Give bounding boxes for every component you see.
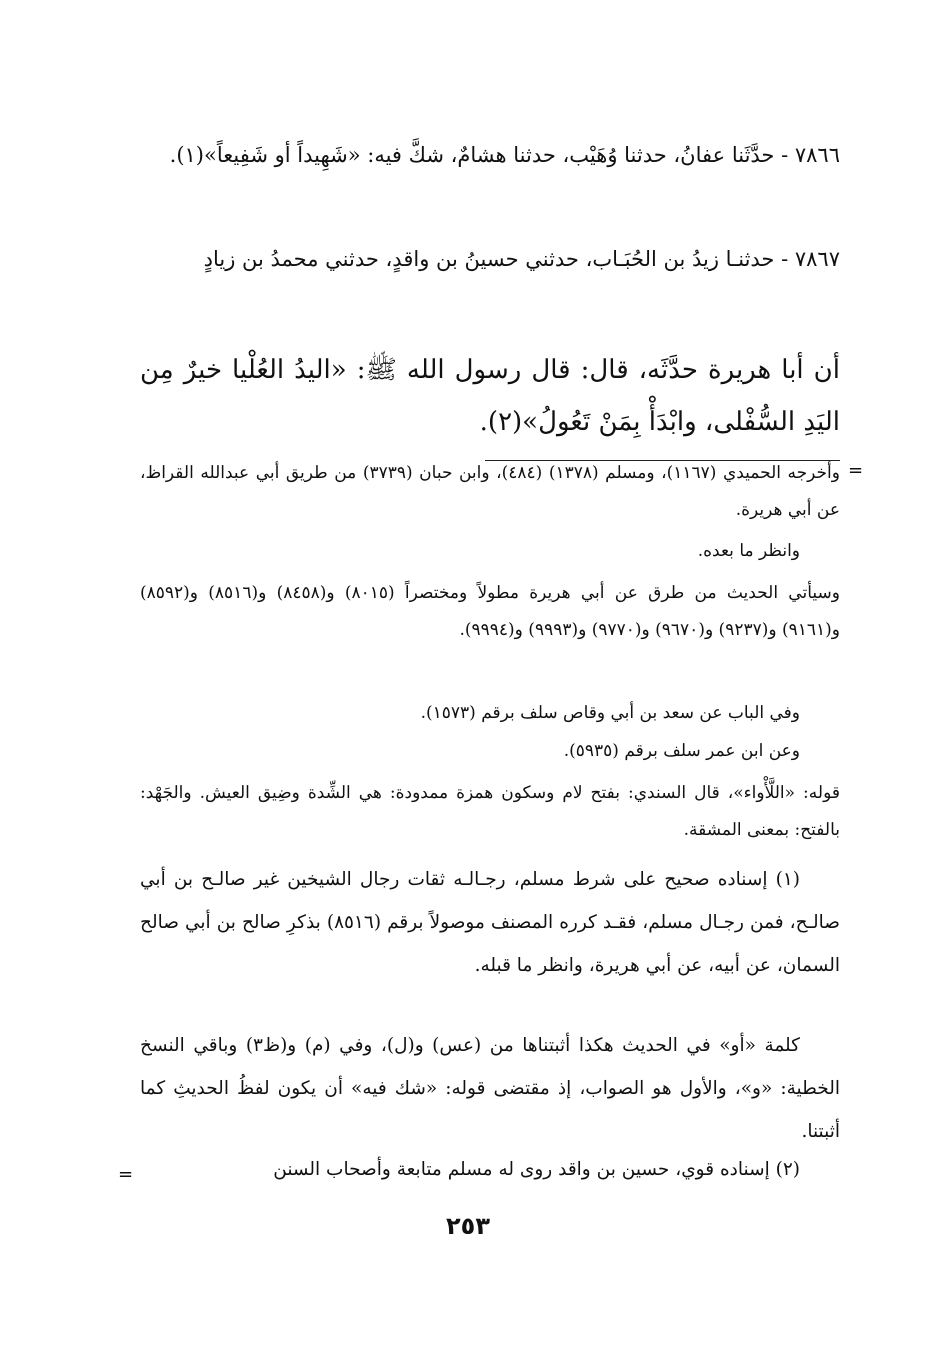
- page-number: ٢٥٣: [446, 1212, 490, 1240]
- footnote-2: (٢) إسناده قوي، حسين بن واقد روى له مسلم متابعة وأصحاب السنن: [273, 1159, 800, 1180]
- note-takhrij: وأخرجه الحميدي (١١٦٧)، ومسلم (١٣٧٨) (٤٨٤)، وابن حبان (٣٧٣٩) من طريق أبي عبدالله القراظ، عن أبي هريرة.: [140, 463, 840, 520]
- hadith-7867-isnad: ٧٨٦٧ - حدثنـا زيدُ بن الحُبَـاب، حدثني حسينُ بن واقدٍ، حدثني محمدُ بن زيادٍ: [203, 247, 840, 271]
- footnote-1: (١) إسناده صحيح على شرط مسلم، رجـالـه ثقات رجال الشيخين غير صالـح بن أبي صالـح، فمن رجـال مسلم، فقـد كرره المصنف موصولاً برقم (٨٥١٦) بذكرِ صالح بن أبي صالح السمان، عن أبيه، عن أبي هريرة، وانظر ما قبله.: [140, 869, 840, 976]
- footnote-1-word-note: كلمة «أو» في الحديث هكذا أثبتناها من (عس) و(ل)، وفي (م) و(ظ٣) وباقي النسخ الخطية: «و»، والأول هو الصواب، إذ مقتضى قوله: «شك فيه» أن يكون لفظُ الحديثِ كما أثبتنا.: [140, 1035, 840, 1142]
- continuation-mark-top: =: [848, 460, 864, 481]
- note-ibn-umar: وعن ابن عمر سلف برقم (٥٩٣٥).: [563, 741, 800, 761]
- note-other-routes: وسيأتي الحديث من طرق عن أبي هريرة مطولاً ومختصراً (٨٠١٥) و(٨٤٥٨) و(٨٥١٦) و(٨٥٩٢) و(٩١٦١) و(٩٢٣٧) و(٩٦٧٠) و(٩٧٧٠) و(٩٩٩٣) و(٩٩٩٤).: [140, 583, 840, 640]
- note-saad: وفي الباب عن سعد بن أبي وقاص سلف برقم (١٥٧٣).: [420, 703, 800, 723]
- continuation-mark-bottom: =: [118, 1164, 134, 1185]
- note-sindi: قوله: «اللَّأْواء»، قال السندي: بفتح لام وسكون همزة ممدودة: هي الشِّدة وضِيق العيش. والجَهْد: بالفتح: بمعنى المشقة.: [140, 783, 840, 840]
- note-see-next: وانظر ما بعده.: [697, 541, 800, 561]
- hadith-7866: ٧٨٦٦ - حدَّثَنا عفانُ، حدثنا وُهَيْب، حدثنا هشامٌ، شكَّ فيه: «شَهِيداً أو شَفِيعاً»(١).: [169, 143, 840, 167]
- hadith-7867-matn: أن أبا هريرة حدَّثَه، قال: قال رسول الله ﷺ: «اليدُ العُلْيا خيرٌ مِن اليَدِ السُّفْلى، وابْدَأْ بِمَنْ تَعُولُ»(٢).: [140, 355, 840, 437]
